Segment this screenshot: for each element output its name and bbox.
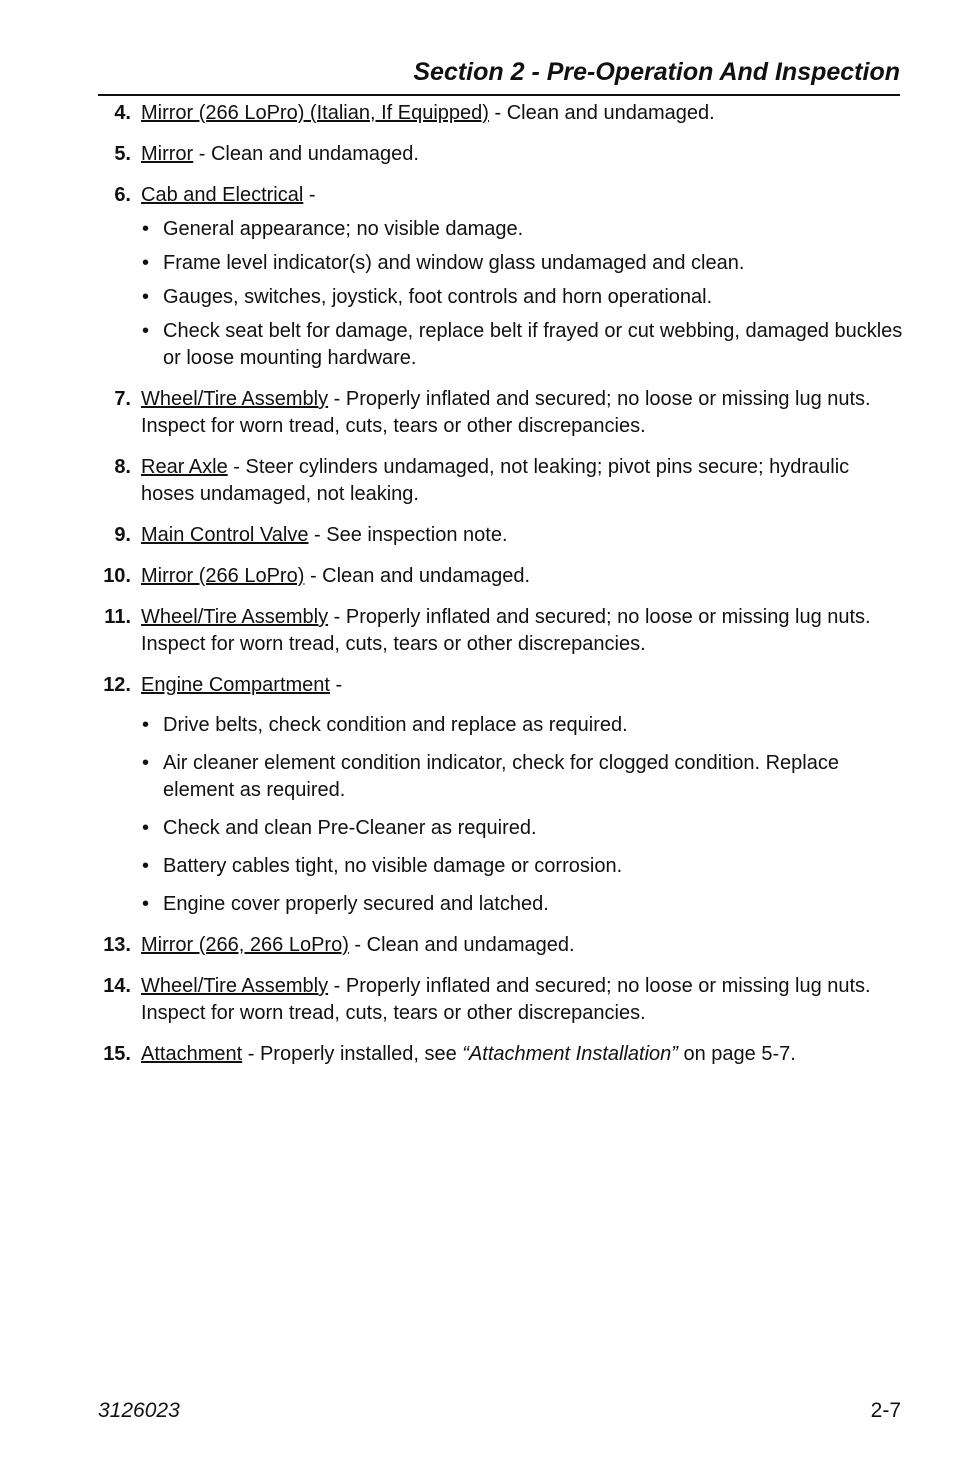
bullet-item: • Check and clean Pre-Cleaner as required. <box>141 815 903 842</box>
page-number: 2-7 <box>870 1399 901 1422</box>
bullet-item: • Check seat belt for damage, replace belt if frayed or cut webbing, damaged buckles or loose mounting hardware. <box>141 318 903 372</box>
item-number: 5. <box>114 143 131 165</box>
item-number: 12. <box>103 674 131 696</box>
list-item <box>98 604 903 658</box>
list-item <box>98 932 903 959</box>
bullet-item: • Engine cover properly secured and latched. <box>141 891 903 918</box>
item-text: - Clean and undamaged. <box>348 934 575 956</box>
item-text: on page 5-7. <box>677 1043 796 1065</box>
inspection-list <box>98 100 903 1068</box>
list-item <box>98 386 903 440</box>
item-text: - Properly inflated and secured; no loose or missing lug nuts. Inspect for worn tread, cuts, tears or other discrepancies. <box>141 975 871 1024</box>
bullet-item: • Battery cables tight, no visible damage or corrosion. <box>141 853 903 880</box>
item-number: 15. <box>103 1043 131 1065</box>
item-number: 11. <box>104 606 131 628</box>
item-term: Cab and Electrical <box>141 184 304 206</box>
item-text: - Properly inflated and secured; no loose or missing lug nuts. Inspect for worn tread, cuts, tears or other discrepancies. <box>141 606 871 655</box>
list-item <box>98 454 903 508</box>
document-number: 3126023 <box>98 1399 180 1422</box>
list-item <box>98 672 903 918</box>
item-number: 6. <box>114 184 131 206</box>
item-text: - See inspection note. <box>308 524 508 546</box>
item-number: 14. <box>103 975 131 997</box>
list-item <box>98 182 903 372</box>
item-text: - Clean and undamaged. <box>304 565 531 587</box>
item-term: Wheel/Tire Assembly <box>141 606 329 628</box>
item-term: Wheel/Tire Assembly <box>141 388 329 410</box>
item-number: 9. <box>114 524 131 546</box>
item-term: Wheel/Tire Assembly <box>141 975 329 997</box>
item-term: Engine Compartment <box>141 674 330 696</box>
item-text: - <box>303 184 316 206</box>
list-item <box>98 522 903 549</box>
bullet-item: • Frame level indicator(s) and window glass undamaged and clean. <box>141 250 903 277</box>
list-item <box>98 563 903 590</box>
item-term: Rear Axle <box>141 456 228 478</box>
item-number: 4. <box>114 102 131 124</box>
item-term: Mirror (266, 266 LoPro) <box>141 934 349 956</box>
item-term: Main Control Valve <box>141 524 309 546</box>
item-text: - <box>329 674 343 696</box>
item-text: - Steer cylinders undamaged, not leaking; pivot pins secure; hydraulic hoses undamaged, not leaking. <box>141 456 850 505</box>
list-item <box>98 141 903 168</box>
item-text: - Clean and undamaged. <box>488 102 715 124</box>
bullet-item: • Drive belts, check condition and replace as required. <box>141 712 903 739</box>
item-number: 7. <box>114 388 131 410</box>
item-number: 13. <box>103 934 131 956</box>
cross-reference: “Attachment Installation” <box>462 1043 678 1065</box>
bullet-list <box>141 712 903 918</box>
bullet-item: • General appearance; no visible damage. <box>141 216 903 243</box>
bullet-item: • Gauges, switches, joystick, foot controls and horn operational. <box>141 284 903 311</box>
item-text: - Properly inflated and secured; no loose or missing lug nuts. Inspect for worn tread, cuts, tears or other discrepancies. <box>141 388 871 437</box>
list-item <box>98 973 903 1027</box>
item-number: 8. <box>114 456 131 478</box>
item-term: Mirror (266 LoPro) (Italian, If Equipped) <box>141 102 489 124</box>
item-term: Mirror (266 LoPro) <box>141 565 305 587</box>
item-number: 10. <box>103 565 131 587</box>
item-term: Mirror <box>141 143 194 165</box>
bullet-item: • Air cleaner element condition indicator, check for clogged condition. Replace element as required. <box>141 750 903 804</box>
item-text: - Properly installed, see <box>242 1043 463 1065</box>
list-item <box>98 1041 903 1068</box>
bullet-list <box>141 216 903 372</box>
list-item <box>98 100 903 127</box>
item-term: Attachment <box>141 1043 243 1065</box>
page-header <box>98 56 900 96</box>
item-text: - Clean and undamaged. <box>193 143 419 165</box>
section-title: Section 2 - Pre-Operation And Inspection <box>413 58 900 86</box>
